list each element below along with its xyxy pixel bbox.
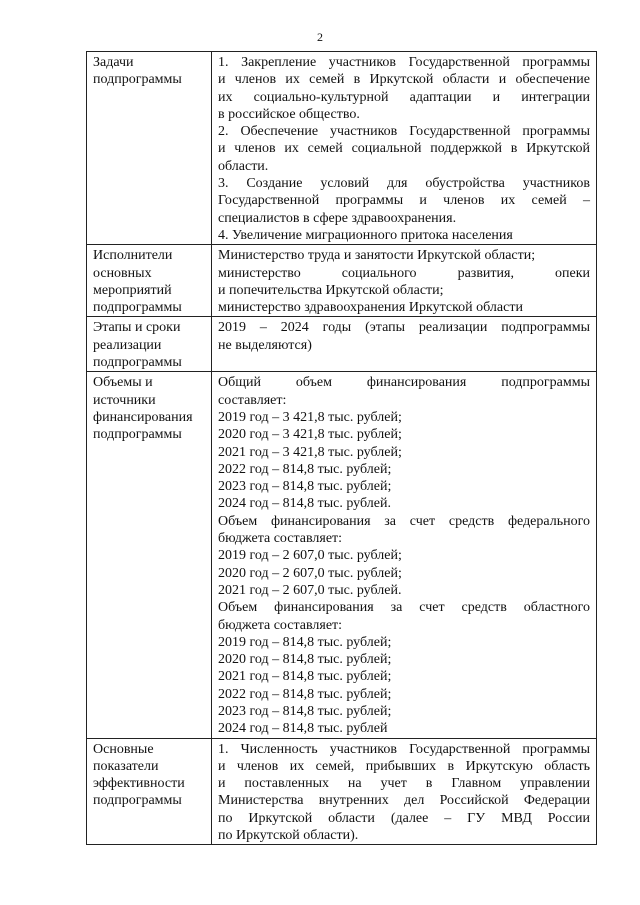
row-label-line: Задачи	[93, 55, 134, 70]
row-label-line: подпрограммы	[93, 72, 182, 88]
row-content-line: 1. Численность участников Государственной программы	[218, 741, 590, 757]
row-content-line: 2022 год – 814,8 тыс. рублей;	[218, 461, 392, 477]
row-label-line: финансирования	[93, 409, 193, 425]
row-content-line: в российское общество.	[218, 106, 360, 122]
row-label-line: подпрограммы	[93, 427, 182, 443]
row-content-line: 2. Обеспечение участников Государственной программы	[218, 124, 590, 140]
row-label-cell	[87, 245, 212, 317]
row-label-line: Этапы и сроки	[93, 320, 181, 336]
row-content-line: министерство здравоохранения Иркутской области	[218, 300, 523, 316]
row-label-line: источники	[93, 392, 156, 408]
row-content-line: составляет:	[218, 392, 287, 408]
row-content-line: 2019 год – 814,8 тыс. рублей;	[218, 634, 392, 650]
row-label-cell	[87, 52, 212, 245]
subprogram-passport-table	[86, 51, 597, 845]
row-label-line: эффективности	[93, 776, 185, 792]
row-content-line: Министерство труда и занятости Иркутской области;	[218, 248, 536, 264]
row-content-line: 2021 год – 2 607,0 тыс. рублей.	[218, 582, 402, 598]
row-content-line: министерство социального развития, опеки	[218, 265, 590, 281]
row-label-cell	[87, 317, 212, 372]
row-content-line: 2019 год – 3 421,8 тыс. рублей;	[218, 409, 402, 425]
row-label-line: подпрограммы	[93, 300, 182, 316]
row-content-cell	[212, 52, 597, 245]
row-content-line: 2024 год – 814,8 тыс. рублей	[218, 721, 388, 737]
row-label-line: подпрограммы	[93, 793, 182, 809]
row-indicators	[87, 738, 597, 845]
row-stages	[87, 317, 597, 372]
page-number: 2	[317, 30, 323, 44]
row-content-line: бюджета составляет:	[218, 531, 343, 547]
row-label-line: Исполнители	[93, 248, 173, 264]
row-content-line: Государственной программы и членов их семей –	[218, 193, 590, 209]
row-content-line: 2023 год – 814,8 тыс. рублей;	[218, 479, 392, 495]
row-content-line: и поставленных на учет в Главном управлении	[218, 776, 590, 792]
row-content-line: их социально-культурной адаптации и интеграции	[218, 89, 590, 105]
row-label-line: основных	[93, 265, 152, 281]
row-content-line: 2024 год – 814,8 тыс. рублей.	[218, 496, 391, 512]
row-content-line: 2020 год – 2 607,0 тыс. рублей;	[218, 565, 402, 581]
row-label-line: реализации	[93, 337, 162, 353]
row-content-line: по Иркутской области).	[218, 828, 359, 844]
row-content-line: и членов их семей социальной поддержкой в Иркутской	[218, 141, 590, 157]
row-content-line: 4. Увеличение миграционного притока населения	[218, 227, 513, 243]
row-label-cell	[87, 738, 212, 845]
row-content-line: и членов их семей, прибывших в Иркутскую область	[218, 758, 590, 774]
row-content-line: по Иркутской области (далее – ГУ МВД России	[218, 810, 590, 826]
row-content-line: специалистов в сфере здравоохранения.	[218, 210, 457, 226]
row-content-line: 2021 год – 3 421,8 тыс. рублей;	[218, 444, 402, 460]
row-content-line: Министерства внутренних дел Российской Федерации	[218, 793, 590, 809]
row-content-line: Общий объем финансирования подпрограммы	[218, 375, 590, 391]
row-content-line: 1. Закрепление участников Государственной программы	[218, 55, 590, 70]
row-label-line: показатели	[93, 758, 159, 774]
row-label-cell	[87, 372, 212, 738]
row-content-line: Объем финансирования за счет средств федерального	[218, 513, 590, 529]
row-content-line: Объем финансирования за счет средств областного	[218, 600, 590, 616]
row-label-line: подпрограммы	[93, 355, 182, 371]
row-content-line: 3. Создание условий для обустройства участников	[218, 176, 590, 192]
row-content-cell	[212, 738, 597, 845]
row-content-line: 2023 год – 814,8 тыс. рублей;	[218, 703, 392, 719]
row-label-line: Объемы и	[93, 375, 153, 391]
row-label-line: мероприятий	[93, 282, 172, 298]
row-funding	[87, 372, 597, 738]
row-content-line: области.	[218, 158, 269, 174]
row-content-line: 2019 год – 2 607,0 тыс. рублей;	[218, 548, 402, 564]
row-content-line: 2021 год – 814,8 тыс. рублей;	[218, 669, 392, 685]
row-content-line: 2020 год – 814,8 тыс. рублей;	[218, 652, 392, 668]
row-tasks	[87, 52, 597, 245]
row-executors	[87, 245, 597, 317]
row-content-cell	[212, 317, 597, 372]
row-label-line: Основные	[93, 741, 154, 757]
row-content-line: бюджета составляет:	[218, 617, 343, 633]
row-content-line: 2019 – 2024 годы (этапы реализации подпрограммы	[218, 320, 590, 336]
row-content-line: 2022 год – 814,8 тыс. рублей;	[218, 686, 392, 702]
row-content-cell	[212, 372, 597, 738]
row-content-line: не выделяются)	[218, 337, 312, 353]
row-content-line: 2020 год – 3 421,8 тыс. рублей;	[218, 427, 402, 443]
row-content-cell	[212, 245, 597, 317]
row-content-line: и членов их семей в Иркутской области и обеспечение	[218, 72, 590, 88]
row-content-line: и попечительства Иркутской области;	[218, 282, 444, 298]
